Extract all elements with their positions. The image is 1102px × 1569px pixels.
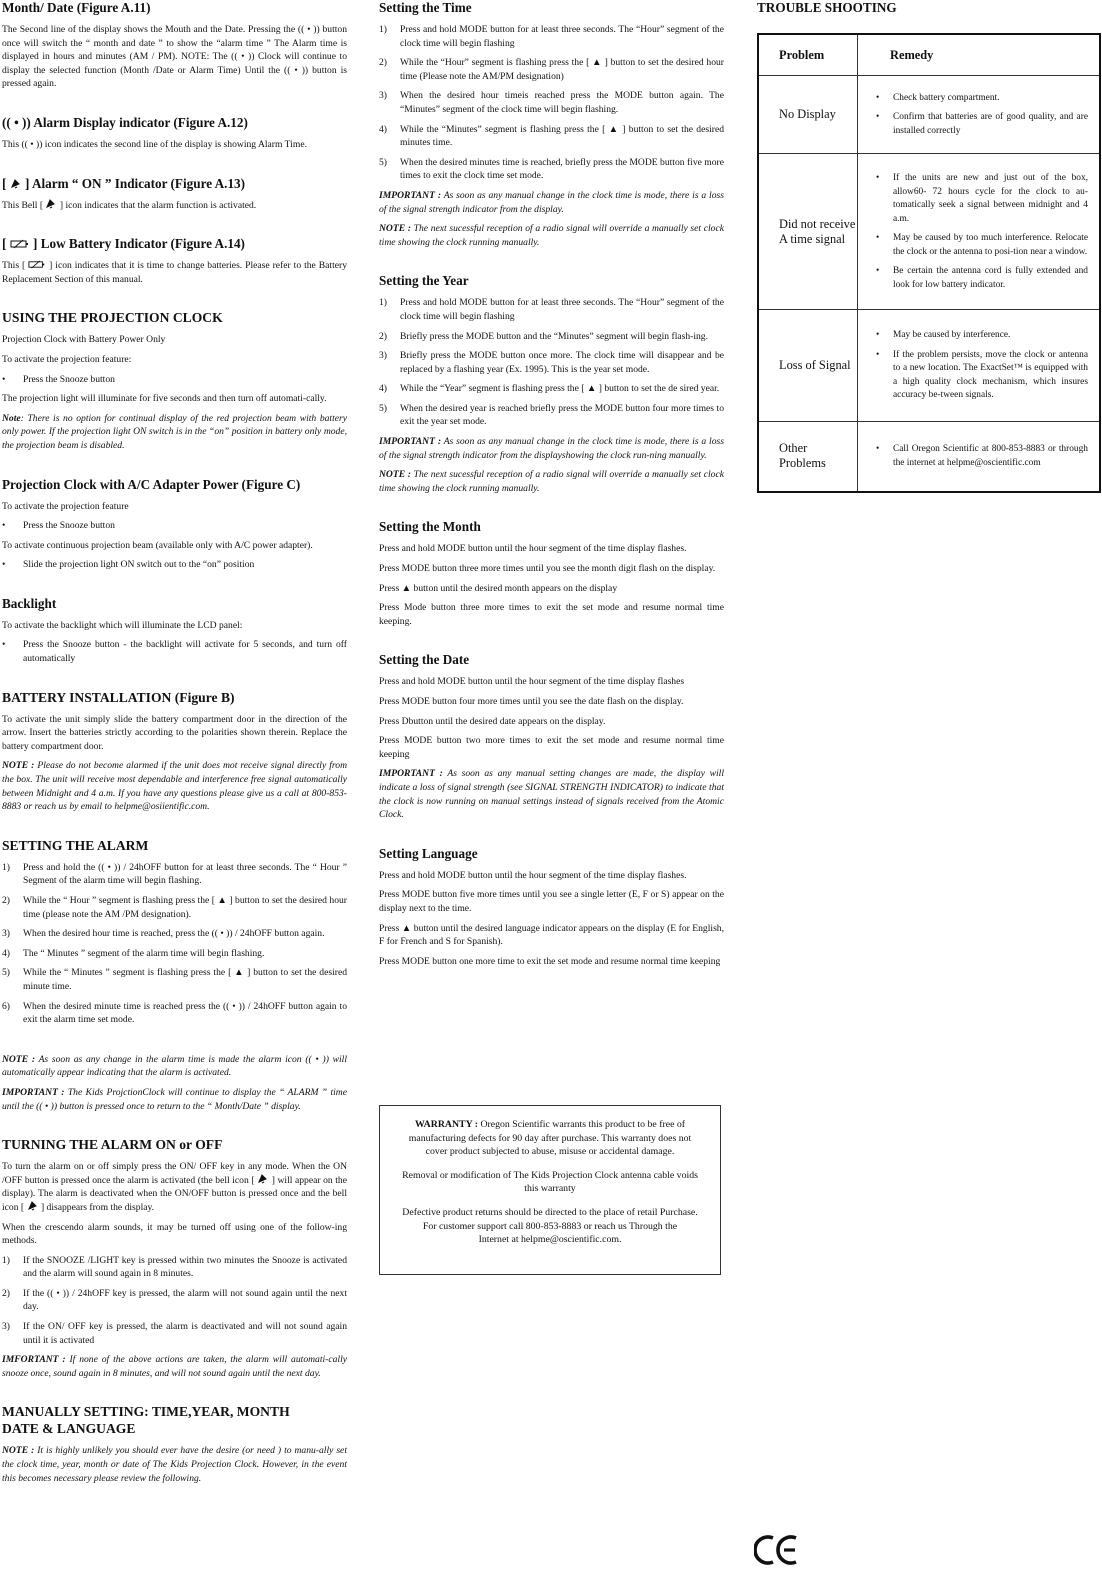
time-steps-list — [379, 23, 724, 183]
important-onoff: IMFORTANT : If none of the above actions are taken, the alarm will automati-cally snooze once, sound again in 8 minutes, and will not sound again until the next day. — [2, 1354, 348, 1379]
problem-cell: Loss of Signal — [758, 310, 858, 422]
note-battery: NOTE : Please do not become alarmed if the unit does mot receive signal directly from the box. The unit will receive most dependable and interference free signal automatically between Midnight and 4 a.m. If you have any questions please give us a call at 800-853-8883 or reach us by email to helpme@osiientific.com. — [2, 760, 347, 813]
heading-setting-time: Setting the Time — [379, 0, 472, 15]
list-item-number: 2) — [2, 895, 10, 906]
remedy-item: • May be caused by interference. — [893, 329, 1088, 343]
list-item-text: Briefly press the MODE button once more. The clock time will disappear and be replaced by a flashing year (Ex. 1995). This is the year set mode. — [400, 350, 724, 375]
bell-icon — [45, 199, 57, 209]
para-date-4: Press MODE button two more times to exit the set mode and resume normal time keeping — [379, 735, 724, 760]
list-item — [379, 402, 724, 429]
remedy-cell — [858, 154, 1101, 310]
para-alarm-on: This Bell [ ] icon indicates that the alarm function is activated. — [2, 199, 257, 211]
warranty-para-2: Removal or modification of The Kids Projection Clock antenna cable voids this warranty — [402, 1169, 698, 1195]
heading-month-date: Month/ Date (Figure A.11) — [2, 0, 151, 15]
para-alarm-display: This (( • )) icon indicates the second line of the display is showing Alarm Time. — [2, 138, 307, 150]
heading-setting-year: Setting the Year — [379, 273, 469, 289]
list-item-text: When the desired minute time is reached press the (( • )) / 24hOFF button again to exit the alarm time set mode. — [23, 1000, 347, 1026]
para-date-3: Press Dbutton until the desired date appears on the display. — [379, 715, 606, 727]
alarm-steps-list — [2, 861, 347, 1027]
heading-trouble-shooting: TROUBLE SHOOTING — [757, 0, 897, 15]
list-item-text: When the desired minutes time is reached, briefly press the MODE button five more times to exit the clock time set mode. — [400, 156, 724, 182]
list-item-text: While the “ Minutes ” segment is flashing press the [ ▲ ] button to set the desired minute time. — [23, 967, 347, 992]
column-right — [757, 0, 1101, 493]
list-item-text: Press and hold MODE button for at least three seconds. The “Hour” segment of the clock time will begin flashing — [400, 297, 724, 322]
remedy-item: • Be certain the antenna cord is fully extended and look for low battery indicator. — [893, 265, 1088, 292]
list-item-text: When the desired hour time is reached, press the (( • )) / 24hOFF button again. — [23, 928, 325, 940]
para-low-battery: This [ ] icon indicates that it is time to change batteries. Please refer to the Battery Replacement Section of this manual. — [2, 260, 347, 285]
list-item-number: 1) — [379, 297, 387, 309]
important-year: IMPORTANT : As soon as any manual change in the clock time is mode, there is a loss of the signal strength indicator from the displayshowing the clock run-ning manually. — [379, 436, 724, 461]
remedy-item: • If the problem persists, move the clock or antenna to a new location. The ExactSet™ is equipped with a high quality clock mechanism, which insures accuracy be-tween signals. — [893, 349, 1088, 403]
heading-alarm-on-indicator: [ ] Alarm “ ON ” Indicator (Figure A.13) — [2, 175, 246, 191]
list-item — [2, 1254, 347, 1281]
note-projection: Note: There is no option for continual display of the red projection beam with battery only power. If the projection light ON switch is in the “on” position in battery only mode, the projection beam is disabled. — [2, 412, 347, 451]
header-problem: Problem — [758, 34, 858, 76]
remedy-cell — [858, 76, 1101, 154]
remedy-list — [859, 172, 1098, 292]
list-item: • Press the Snooze button — [2, 520, 115, 532]
list-item — [379, 296, 724, 323]
list-item — [379, 349, 724, 376]
heading-using-projection-clock: USING THE PROJECTION CLOCK — [2, 310, 223, 326]
heading-alarm-display-indicator: (( • )) Alarm Display indicator (Figure A.12) — [2, 114, 248, 130]
heading-manual-setting-1: MANUALLY SETTING: TIME,YEAR, MONTH — [2, 1404, 290, 1420]
heading-projection-ac: Projection Clock with A/C Adapter Power (Figure C) — [2, 476, 301, 492]
list-item-text: The “ Minutes ” segment of the alarm time will begin flashing. — [23, 947, 265, 959]
list-item-text: While the “Minutes” segment is flashing press the [ ▲ ] button to set the desired minutes time. — [400, 123, 724, 149]
list-item-number: 1) — [379, 24, 387, 35]
list-item: • Press the Snooze button - the backlight will activate for 5 seconds, and turn off automatically — [2, 639, 347, 665]
list-item — [2, 894, 347, 921]
problem-cell: No Display — [758, 76, 858, 154]
trouble-shooting-table — [757, 33, 1101, 493]
column-left — [2, 0, 347, 1491]
para-battery: To activate the unit simply slide the battery compartment door in the direction of the arrow. Insert the batteries strictly according to the polarities shown therein. Replace the battery compartment door. — [2, 713, 347, 752]
list-item-number: 2) — [379, 330, 387, 342]
note-year: NOTE : The next sucessful reception of a radio signal will override a manually set clock time showing the clock running manually. — [379, 469, 724, 494]
table-row — [758, 154, 1100, 310]
remedy-cell — [858, 422, 1101, 492]
remedy-item: • May be caused by too much interference. Relocate the clock or the antenna to posi-tion near a window. — [893, 232, 1088, 259]
remedy-item: • If the units are new and just out of the box, allow60- 72 hours cycle for the clock to au-tomatically seek a signal between midnight and 4 a.m. — [893, 172, 1088, 226]
list-item — [2, 1000, 347, 1027]
list-item-text: When the desired hour timeis reached press the MODE button again. The “Minutes” segment of the clock time will begin flashing. — [400, 90, 724, 115]
para-month-4: Press Mode button three more times to exit the set mode and resume normal time keeping. — [379, 602, 724, 627]
bell-icon — [10, 179, 22, 189]
para-alarm-on-off: To turn the alarm on or off simply press the ON/ OFF key in any mode. When the ON /OFF button is pressed once the alarm is activated (the bell icon [ ] will appear on the display). The alarm is deactivated when the ON/OFF button is pressed once and the bell icon [ ] disappears from the display. — [2, 1161, 347, 1213]
list-item — [379, 123, 724, 150]
remedy-list — [859, 92, 1098, 139]
table-header-row — [758, 34, 1100, 76]
para-language-3: Press ▲ button until the desired language indicator appears on the display (E for English, F for French and S for Spanish). — [379, 922, 724, 948]
list-item-number: 3) — [2, 928, 10, 940]
para-date-2: Press MODE button four more times until you see the date flash on the display. — [379, 696, 684, 707]
para-date-1: Press and hold MODE button until the hour segment of the time display flashes — [379, 676, 685, 688]
para-projection-battery: Projection Clock with Battery Power Only — [2, 334, 166, 346]
list-item-number: 5) — [379, 402, 387, 414]
list-item — [2, 1320, 347, 1347]
list-item-number: 4) — [379, 123, 387, 135]
list-item-number: 4) — [2, 947, 10, 959]
list-item-text: If the SNOOZE /LIGHT key is pressed within two minutes the Snooze is activated and the alarm will sound again in 8 minutes. — [23, 1254, 347, 1280]
problem-cell: Did not receive A time signal — [758, 154, 858, 310]
para-projection-activate: To activate the projection feature: — [2, 353, 132, 365]
warranty-box — [379, 1105, 721, 1275]
list-item-number: 3) — [379, 90, 387, 102]
heading-low-battery: [ ] Low Battery Indicator (Figure A.14) — [2, 236, 245, 252]
list-item — [2, 927, 347, 941]
para-ac-continuous: To activate continuous projection beam (available only with A/C power adapter). — [2, 539, 313, 551]
heading-manual-setting-2: DATE & LANGUAGE — [2, 1421, 136, 1437]
list-item — [379, 156, 724, 183]
list-item-text: When the desired year is reached briefly press the MODE button four more times to exit the year set mode. — [400, 402, 724, 428]
ce-mark-icon — [754, 1534, 800, 1566]
list-item — [2, 947, 347, 961]
para-language-2: Press MODE button five more times until you see a single letter (E, F or S) appear on the display next to the time. — [379, 889, 724, 914]
year-steps-list — [379, 296, 724, 429]
remedy-list — [859, 443, 1098, 470]
list-item-number: 6) — [2, 1000, 10, 1012]
list-item-number: 1) — [2, 861, 10, 873]
list-item-number: 3) — [2, 1321, 10, 1333]
warranty-para-3: Defective product returns should be directed to the place of retail Purchase. For customer support call 800-853-8883 or reach us Through the — [402, 1206, 698, 1232]
list-item-text: While the “ Hour ” segment is flashing press the [ ▲ ] button to set the desired hour time (please note the AM /PM designation). — [23, 895, 347, 920]
heading-battery-installation: BATTERY INSTALLATION (Figure B) — [2, 689, 235, 705]
bell-icon — [257, 1174, 269, 1184]
list-item-number: 3) — [379, 350, 387, 362]
list-item-number: 1) — [2, 1254, 10, 1266]
heading-setting-language: Setting Language — [379, 845, 478, 861]
table-row — [758, 422, 1100, 492]
list-item-text: If the ON/ OFF key is pressed, the alarm is deactivated and will not sound again until it is activated — [23, 1321, 347, 1346]
heading-setting-alarm: SETTING THE ALARM — [2, 837, 149, 853]
list-item-text: Press and hold MODE button for at least three seconds. The “Hour” segment of the clock time will begin flashing — [400, 24, 724, 49]
low-battery-icon — [28, 260, 46, 269]
note-manual: NOTE : It is highly unlikely you should ever have the desire (or need ) to manu-ally set the clock time, year, month or date of The Kids Projection Clock. However, in the event this becomes necessary please review the following. — [2, 1445, 347, 1484]
list-item-text: While the “Hour” segment is flashing press the [ ▲ ] button to set the desired hour time (Please note the AM/PM designation) — [400, 57, 724, 82]
warranty-para-1: WARRANTY : Oregon Scientific warrants this product to be free of manufacturing defects for 90 day after purchase. This warranty does not cover product subjected to abuse, misuse or accidental damage. — [408, 1119, 692, 1158]
list-item-number: 5) — [2, 967, 10, 979]
para-language-4: Press MODE button one more time to exit the set mode and resume normal time keeping — [379, 955, 721, 967]
list-item-text: While the “Year” segment is flashing press the [ ▲ ] button to set the de sired year. — [400, 383, 720, 395]
list-item — [379, 56, 724, 83]
list-item-text: Press and hold the (( • )) / 24hOFF button for at least three seconds. The “ Hour ” Segment of the alarm time will begin flashing. — [23, 861, 347, 887]
table-row — [758, 310, 1100, 422]
heading-setting-date: Setting the Date — [379, 652, 470, 668]
bell-icon — [27, 1201, 39, 1211]
important-date: IMPORTANT : As soon as any manual setting changes are made, the display will indicate a loss of signal strength (see SIGNAL STRENGTH INDICATOR) to indicate that the clock is now running on manual settings instead of signals received from the Atomic Clock. — [379, 768, 724, 821]
para-ac-activate: To activate the projection feature — [2, 500, 129, 512]
list-item-text: If the (( • )) / 24hOFF key is pressed, the alarm will not sound again until the next day. — [23, 1287, 347, 1313]
para-month-3: Press ▲ button until the desired month appears on the display — [379, 582, 618, 594]
list-item-number: 5) — [379, 156, 387, 168]
list-item — [2, 966, 347, 993]
table-row — [758, 76, 1100, 154]
list-item-number: 2) — [2, 1287, 10, 1299]
column-middle — [379, 0, 724, 974]
list-item — [379, 330, 724, 344]
heading-alarm-on-off: TURNING THE ALARM ON or OFF — [2, 1137, 223, 1153]
para-month-1: Press and hold MODE button until the hour segment of the time display flashes. — [379, 543, 687, 555]
note-time: NOTE : The next sucessful reception of a radio signal will override a manually set clock time showing the clock running manually. — [379, 223, 724, 248]
note-alarm: NOTE : As soon as any change in the alarm time is made the alarm icon (( • )) will automatically appear indicating that the alarm is activated. — [2, 1053, 347, 1079]
para-crescendo: When the crescendo alarm sounds, it may be turned off using one of the follow-ing methods. — [2, 1221, 347, 1247]
remedy-item: • Check battery compartment. — [893, 92, 1088, 106]
warranty-para-4: Internet at helpme@oscientific.com. — [478, 1234, 622, 1246]
list-item: • Slide the projection light ON switch out to the “on” position — [2, 559, 255, 571]
para-language-1: Press and hold MODE button until the hour segment of the time display flashes. — [379, 869, 687, 881]
list-item — [379, 89, 724, 116]
para-backlight: To activate the backlight which will illuminate the LCD panel: — [2, 619, 243, 631]
para-month-2: Press MODE button three more times until you see the month digit flash on the display. — [379, 563, 716, 575]
list-item — [379, 382, 724, 396]
remedy-list — [859, 329, 1098, 403]
important-time: IMPORTANT : As soon as any manual change in the clock time is mode, there is a loss of the signal strength indicator from the display. — [379, 189, 724, 215]
heading-backlight: Backlight — [2, 595, 57, 611]
heading-setting-month: Setting the Month — [379, 519, 481, 535]
remedy-item: • Call Oregon Scientific at 800-853-8883 or through the internet at helpme@oscientific.com — [893, 443, 1088, 470]
list-item — [2, 1287, 347, 1314]
important-alarm: IMPORTANT : The Kids ProjctionClock will continue to display the “ ALARM ” time until the (( • )) button is pressed once to return to the “ Month/Date ” display. — [2, 1086, 347, 1112]
para-projection-light: The projection light will illuminate for five seconds and then turn off automati-cally. — [2, 393, 327, 405]
header-remedy: Remedy — [858, 34, 1101, 76]
problem-cell: Other Problems — [758, 422, 858, 492]
list-item: • Press the Snooze button — [2, 373, 115, 385]
list-item — [2, 861, 347, 888]
list-item-number: 4) — [379, 383, 387, 395]
para-month-date: The Second line of the display shows the Mouth and the Date. Pressing the (( • )) button once will switch the “ month and date ” to show the “alarm time ” The Alarm time is displayed in hours and minutes (AM / PM). NOTE: The (( • )) Clock will continue to display the selected function (Month /Date or Alarm Time) Until the (( • )) button is pressed again. — [2, 24, 347, 90]
list-item-number: 2) — [379, 57, 387, 69]
remedy-cell — [858, 310, 1101, 422]
onoff-steps-list — [2, 1254, 347, 1348]
remedy-item: • Confirm that batteries are of good quality, and are installed correctly — [893, 111, 1088, 138]
low-battery-icon — [10, 239, 30, 249]
list-item-text: Briefly press the MODE button and the “Minutes” segment will begin flash-ing. — [400, 330, 709, 342]
list-item — [379, 23, 724, 50]
